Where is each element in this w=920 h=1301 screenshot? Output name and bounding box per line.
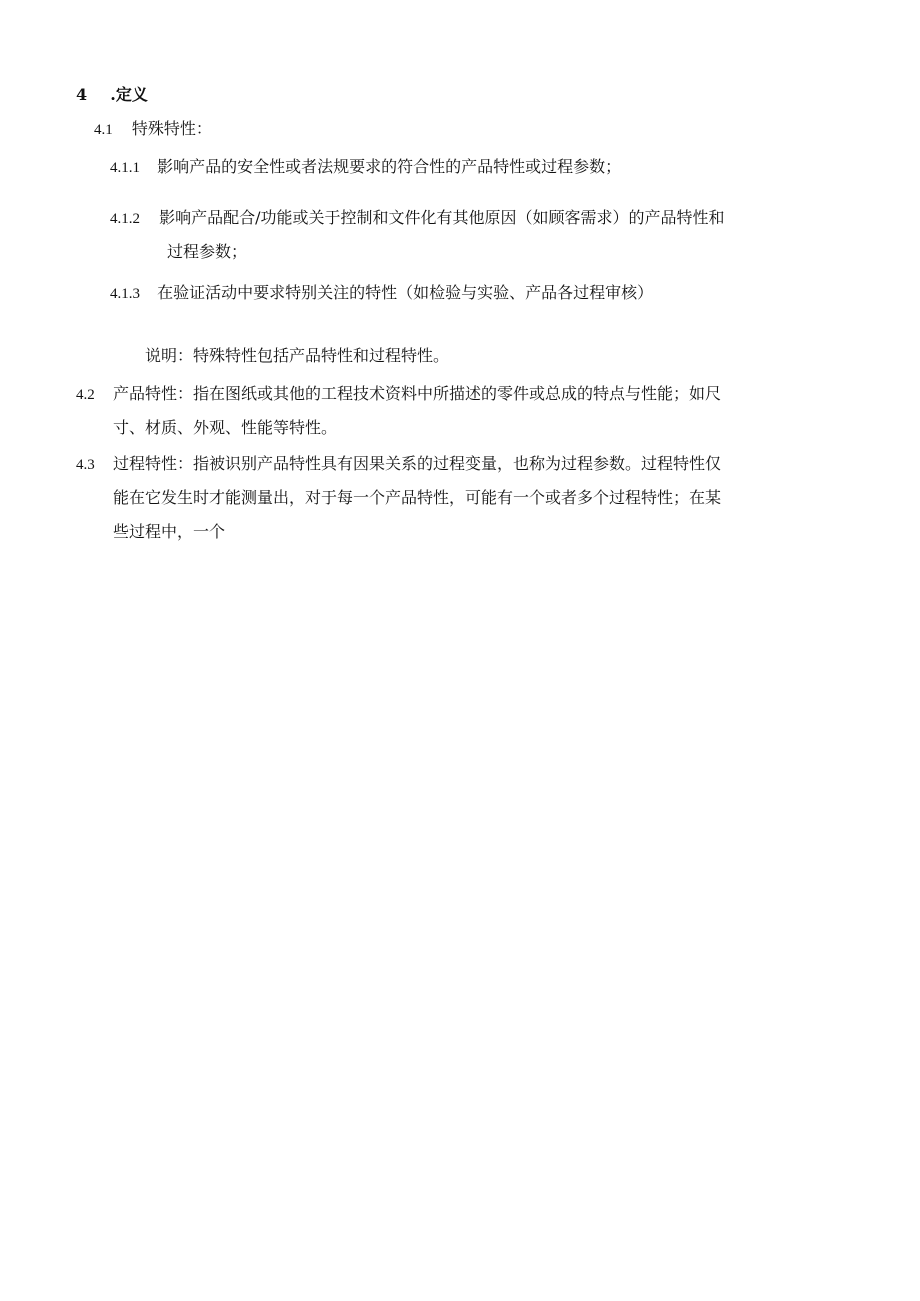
- note-text: 说明：特殊特性包括产品特性和过程特性。: [145, 346, 450, 365]
- def-number: 4.3: [76, 457, 95, 473]
- def-number: 4.2: [76, 387, 95, 403]
- item-number: 4.1.1: [110, 160, 140, 176]
- item-number: 4.1.3: [110, 286, 140, 302]
- item-4-1-1: [110, 157, 621, 178]
- item-text: 特殊特性：: [131, 119, 212, 138]
- section-title: .定义: [110, 85, 148, 104]
- item-text-continuation: 过程参数；: [167, 242, 248, 261]
- def-text: 能在它发生时才能测量出，对于每一个产品特性，可能有一个或者多个过程特性；在某: [113, 488, 722, 507]
- item-text: 影响产品配合/功能或关于控制和文件化有其他原因（如顾客需求）的产品特性和: [159, 208, 725, 227]
- def-text: 些过程中，一个: [113, 522, 226, 541]
- item-4-1-2: [110, 208, 725, 229]
- def-4-2-line-2: [113, 418, 337, 438]
- item-4-1-2-continuation: [167, 242, 247, 262]
- def-4-3: [76, 454, 95, 475]
- def-4-3-line-2: [113, 488, 721, 508]
- item-text: 影响产品的安全性或者法规要求的符合性的产品特性或过程参数；: [157, 157, 622, 176]
- def-4-2: [76, 384, 95, 405]
- item-number: 4.1: [94, 122, 113, 138]
- def-text: 产品特性：指在图纸或其他的工程技术资料中所描述的零件或总成的特点与性能；如尺: [113, 384, 722, 403]
- def-text: 寸、材质、外观、性能等特性。: [113, 418, 338, 437]
- note: [145, 346, 449, 366]
- item-4-1-3: [110, 283, 653, 304]
- section-number: 4: [76, 85, 88, 104]
- def-text: 过程特性：指被识别产品特性具有因果关系的过程变量，也称为过程参数。过程特性仅: [113, 454, 722, 473]
- item-text: 在验证活动中要求特别关注的特性（如检验与实验、产品各过程审核）: [157, 283, 654, 302]
- def-4-2-line-1: [113, 384, 721, 404]
- item-number: 4.1.2: [110, 211, 140, 227]
- def-4-3-line-3: [113, 522, 225, 542]
- item-4-1: [94, 119, 212, 140]
- def-4-3-line-1: [113, 454, 721, 474]
- section-heading: [76, 85, 148, 105]
